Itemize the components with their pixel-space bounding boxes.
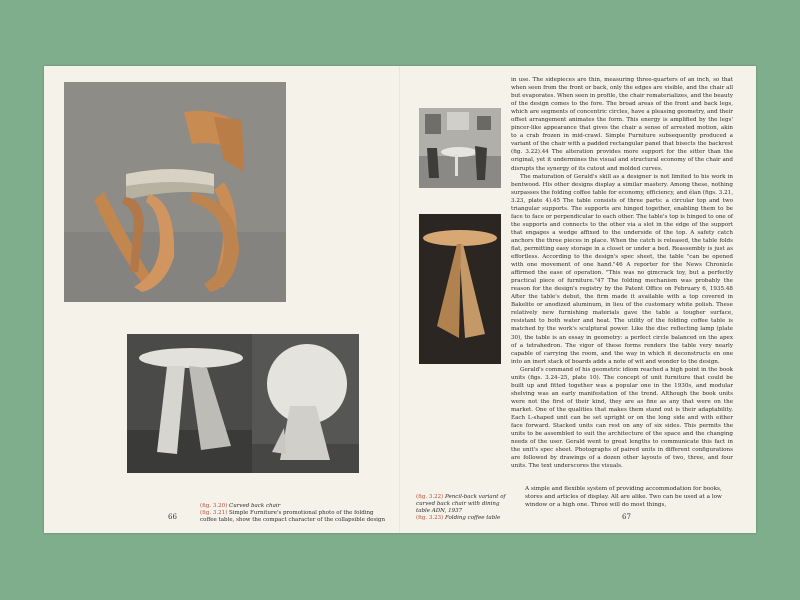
paragraph: Gerald's command of his geometric idiom reached a high point in the book units (figs. 3.24–25, plate 10). The concept of unit furniture that could be built up and fitted together was a popular one in the 1930s, and modular shelving was an early manifestation of the trend. Although the book units were not the first of their kind, they are as fine as any that were on the market. One of the qualities that makes them stand out is their adaptability. Each L-shaped unit can be set upright or on the long side and with either face forward. Stacked units can rest on any of six sides. This permits the units to be assembled to suit the architecture of the space and the changing needs of the user. Gerald went to great lengths to communicate this fact in the unit's spec sheet. Photographs of paired units in different configurations are followed by drawings of a dozen other layouts of two, three, and four units. The text underscores the visuals. xyxy=(511,366,733,470)
gutter xyxy=(399,66,401,533)
curved-back-chair-photo xyxy=(64,82,286,302)
paragraph: in use. The sidepieces are thin, measuring three-quarters of an inch, so that when seen from the front or back, only the edges are visible, and the chair all but evaporates. When seen in profile, the chair rematerializes, and the beauty of the design comes to the fore. The broad areas of the front and back legs, which are segments of concentric circles, have a pleasing geometry, and their offset arrangement animates the form. This energy is amplified by the legs' pincer-like appearance that gives the chair a sense of arrested motion, akin to a crab frozen in mid-crawl. Simple Furniture subsequently produced a variant of the chair with a padded rectangular panel that bisects the backrest (fig. 3.22).44 The alteration provides more support for the sitter than the original, yet it undermines the visual and structural economy of the chair and disrupts the synergy of its cutout and molded curves. xyxy=(511,77,734,172)
caption-fig-3-22: (fig. 3.22) Pencil-back variant of curved back chair with dining table ADN, 1937 xyxy=(416,494,506,514)
folding-coffee-table-photo-open xyxy=(127,334,255,473)
paragraph: The maturation of Gerald's skill as a designer is not limited to his work in bentwood. His other designs display a similar mastery. Among these, nothing surpasses the folding coffee table for economy, efficiency, and élan (figs. 3.21, 3.23, plate 4).45 The table consists of three parts: a circular top and two triangular supports. The supports are hinged together, enabling them to be face to face or perpendicular to each other. The table's top is hinged to one of the supports and connects to the other via a slot in the edge of the support that engages a wedge affixed to the underside of the top. A safety catch anchors the three pieces in place. When the catch is released, the table folds flat, permitting easy storage in a closet or under a bed. Reassembly is just as effortless. According to the design's spec sheet, the table "can be opened with one movement of one hand."46 A reporter for the News Chronicle affirmed the ease of operation. "This was no gimcrack toy, but a perfectly practical piece of furniture."47 The folding mechanism was probably the reason for the design's registry by the Patent Office on February 6, 1935.48 After the table's debut, the firm made it available with a top covered in Bakelite or anodized aluminum, in lieu of the customary white polish. These relatively new furnishing materials gave the table a tougher surface, resistant to both water and heat. The utility of the folding coffee table is matched by the work's sculptural power. Like the disc reflecting lamp (plate 30), the table is an essay in geometry: a perfect circle balanced on the apex of a tetrahedron. The vigor of these forms renders the table very nearly capable of carrying the room, and the way in which it deconstructs en one into an inert stack of boards adds a note of wit and wonder to the design. xyxy=(511,173,733,365)
caption-fig-3-23: (fig. 3.23) Folding coffee table xyxy=(416,515,501,521)
folding-coffee-table-photo-folded xyxy=(252,334,359,473)
left-captions xyxy=(200,503,390,524)
left-page-number: 66 xyxy=(168,513,177,521)
pencil-back-chair-room-photo xyxy=(419,108,501,188)
right-page-number: 67 xyxy=(622,513,631,521)
book-spread xyxy=(44,66,756,533)
caption-fig-3-20: (fig. 3.20) Curved back chair xyxy=(200,503,281,509)
caption-fig-3-21: (fig. 3.21) Simple Furniture's promotional photo of the folding coffee table, show the compact character of the collapsible design xyxy=(200,510,385,523)
block-quote: A simple and flexible system of providing accommodation for books, stores and articles of display. All are alike. Two can be used at a low window or a high one. Three will do most things, xyxy=(525,486,722,508)
folding-coffee-table-dark-photo xyxy=(419,214,501,364)
right-captions xyxy=(416,494,506,522)
body-text xyxy=(511,76,733,470)
